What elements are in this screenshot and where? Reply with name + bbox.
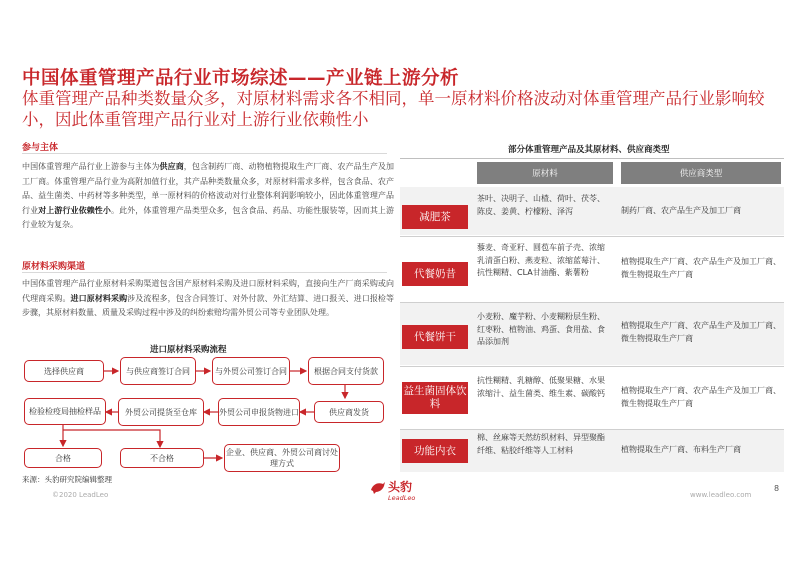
- table-cell-material: 藜麦、奇亚籽、圆苞车前子壳、浓缩乳清蛋白粉、燕麦粒、浓缩蓝莓汁、抗性糊精、CLA甘油酯、紫薯粉: [477, 243, 605, 277]
- table-row-separator: [400, 236, 784, 237]
- flow-result-pass: 合格: [24, 448, 102, 468]
- product-tag: 益生菌固体饮料: [402, 382, 468, 414]
- product-tag: 代餐奶昔: [402, 262, 468, 286]
- copyright: ©2020 LeadLeo: [52, 491, 109, 499]
- logo-text-cn: 头豹: [388, 480, 413, 494]
- table-cell-supplier: 植物提取生产厂商、农产品生产及加工厂商、微生物提取生产厂商: [621, 386, 781, 408]
- section-heading-channels: 原材料采购渠道: [22, 262, 86, 272]
- table-cell-material: 小麦粉、魔芋粉、小麦糊粉层生粉、红枣粉、植物油、鸡蛋、食用盐、食品添加剂: [477, 312, 605, 346]
- product-tag: 减肥茶: [402, 205, 468, 229]
- page-number: 8: [774, 484, 780, 493]
- table-cell-material: 棉、丝麻等天然纺织材料、异型聚酯纤维、粘胶纤维等人工材料: [477, 433, 605, 455]
- product-tag: 功能内衣: [402, 439, 468, 463]
- flow-result-fail: 不合格: [120, 448, 204, 468]
- flow-step-negotiate: 企业、供应商、外贸公司商讨处理方式: [224, 444, 340, 472]
- channels-paragraph: 中国体重管理产品行业原材料采购渠道包含国产原材料采购及进口原材料采购，直接向生产厂商采购或向代理商采购。进口原材料采购涉及流程多，包含合同签订、对外付款、外汇结算、进口报关、进口报检等步骤，其原材料数量、质量及采购过程中涉及的纠纷索赔均需外贸公司等专业团队处理。: [22, 279, 395, 317]
- flow-step-ship: 供应商发货: [314, 401, 384, 423]
- flow-step-sign-trade-contract: 与外贸公司签订合同: [212, 357, 290, 385]
- flow-step-declare-import: 外贸公司申报货物进口: [218, 398, 300, 426]
- website: www.leadleo.com: [690, 491, 752, 499]
- product-tag: 代餐饼干: [402, 325, 468, 349]
- table-cell-supplier: 植物提取生产厂商、农产品生产及加工厂商、微生物提取生产厂商: [621, 321, 781, 343]
- table-row-separator: [400, 429, 784, 430]
- table-cell-supplier: 制药厂商、农产品生产及加工厂商: [621, 206, 741, 215]
- table-row-separator: [400, 366, 784, 367]
- flow-step-pickup: 外贸公司提货至仓库: [118, 398, 204, 426]
- table-cell-material: 茶叶、决明子、山楂、荷叶、茯苓、陈皮、姜黄、柠檬粉、泽泻: [477, 194, 605, 216]
- flow-step-sign-supplier-contract: 与供应商签订合同: [120, 357, 196, 385]
- flow-step-inspection: 检验检疫局抽检样品: [24, 398, 106, 425]
- logo-text-en: LeadLeo: [388, 494, 416, 502]
- column-header-supplier: 供应商类型: [621, 162, 781, 184]
- flow-step-select-supplier: 选择供应商: [24, 360, 104, 382]
- table-cell-supplier: 植物提取生产厂商、布料生产厂商: [621, 445, 741, 454]
- table-row-separator: [400, 302, 784, 303]
- table-title: 部分体重管理产品及其原材料、供应商类型: [508, 145, 670, 155]
- leopard-icon: [370, 479, 386, 495]
- table-cell-material: 抗性糊精、乳糖醇、低聚果糖、水果浓缩汁、益生菌类、维生素、碳酸钙: [477, 376, 605, 398]
- flow-step-pay: 根据合同支付货款: [308, 357, 384, 385]
- participants-paragraph: 中国体重管理产品行业上游参与主体为供应商，包含制药厂商、动物植物提取生产厂商、农产品生产及加工厂商。体重管理产品行业为高附加值行业，其产品种类数量众多，对原材料需求多样，包含食品、农产品、益生菌类、中药材等多种类型，单一原材料的价格波动对行业整体利润影响较小，因此体重管理产品行业对上游行业依赖性小。此外，体重管理产品类型众多，包含食品、药品、功能性服装等，因而其上游行业较为复杂。: [22, 162, 395, 229]
- page-title: 中国体重管理产品行业市场综述——产业链上游分析: [22, 68, 460, 89]
- leadleo-logo: [370, 475, 432, 505]
- source-note: 来源：头豹研究院编辑整理: [22, 475, 112, 484]
- page-subtitle: 体重管理产品种类数量众多，对原材料需求各不相同，单一原材料价格波动对体重管理产品行业影响较小，因此体重管理产品行业对上游行业依赖性小: [22, 89, 765, 129]
- table-top-border: [400, 158, 784, 159]
- section-heading-participants: 参与主体: [22, 143, 59, 153]
- column-header-material: 原材料: [477, 162, 613, 184]
- flow-title: 进口原材料采购流程: [150, 345, 227, 355]
- table-cell-supplier: 植物提取生产厂商、农产品生产及加工厂商、微生物提取生产厂商: [621, 257, 781, 279]
